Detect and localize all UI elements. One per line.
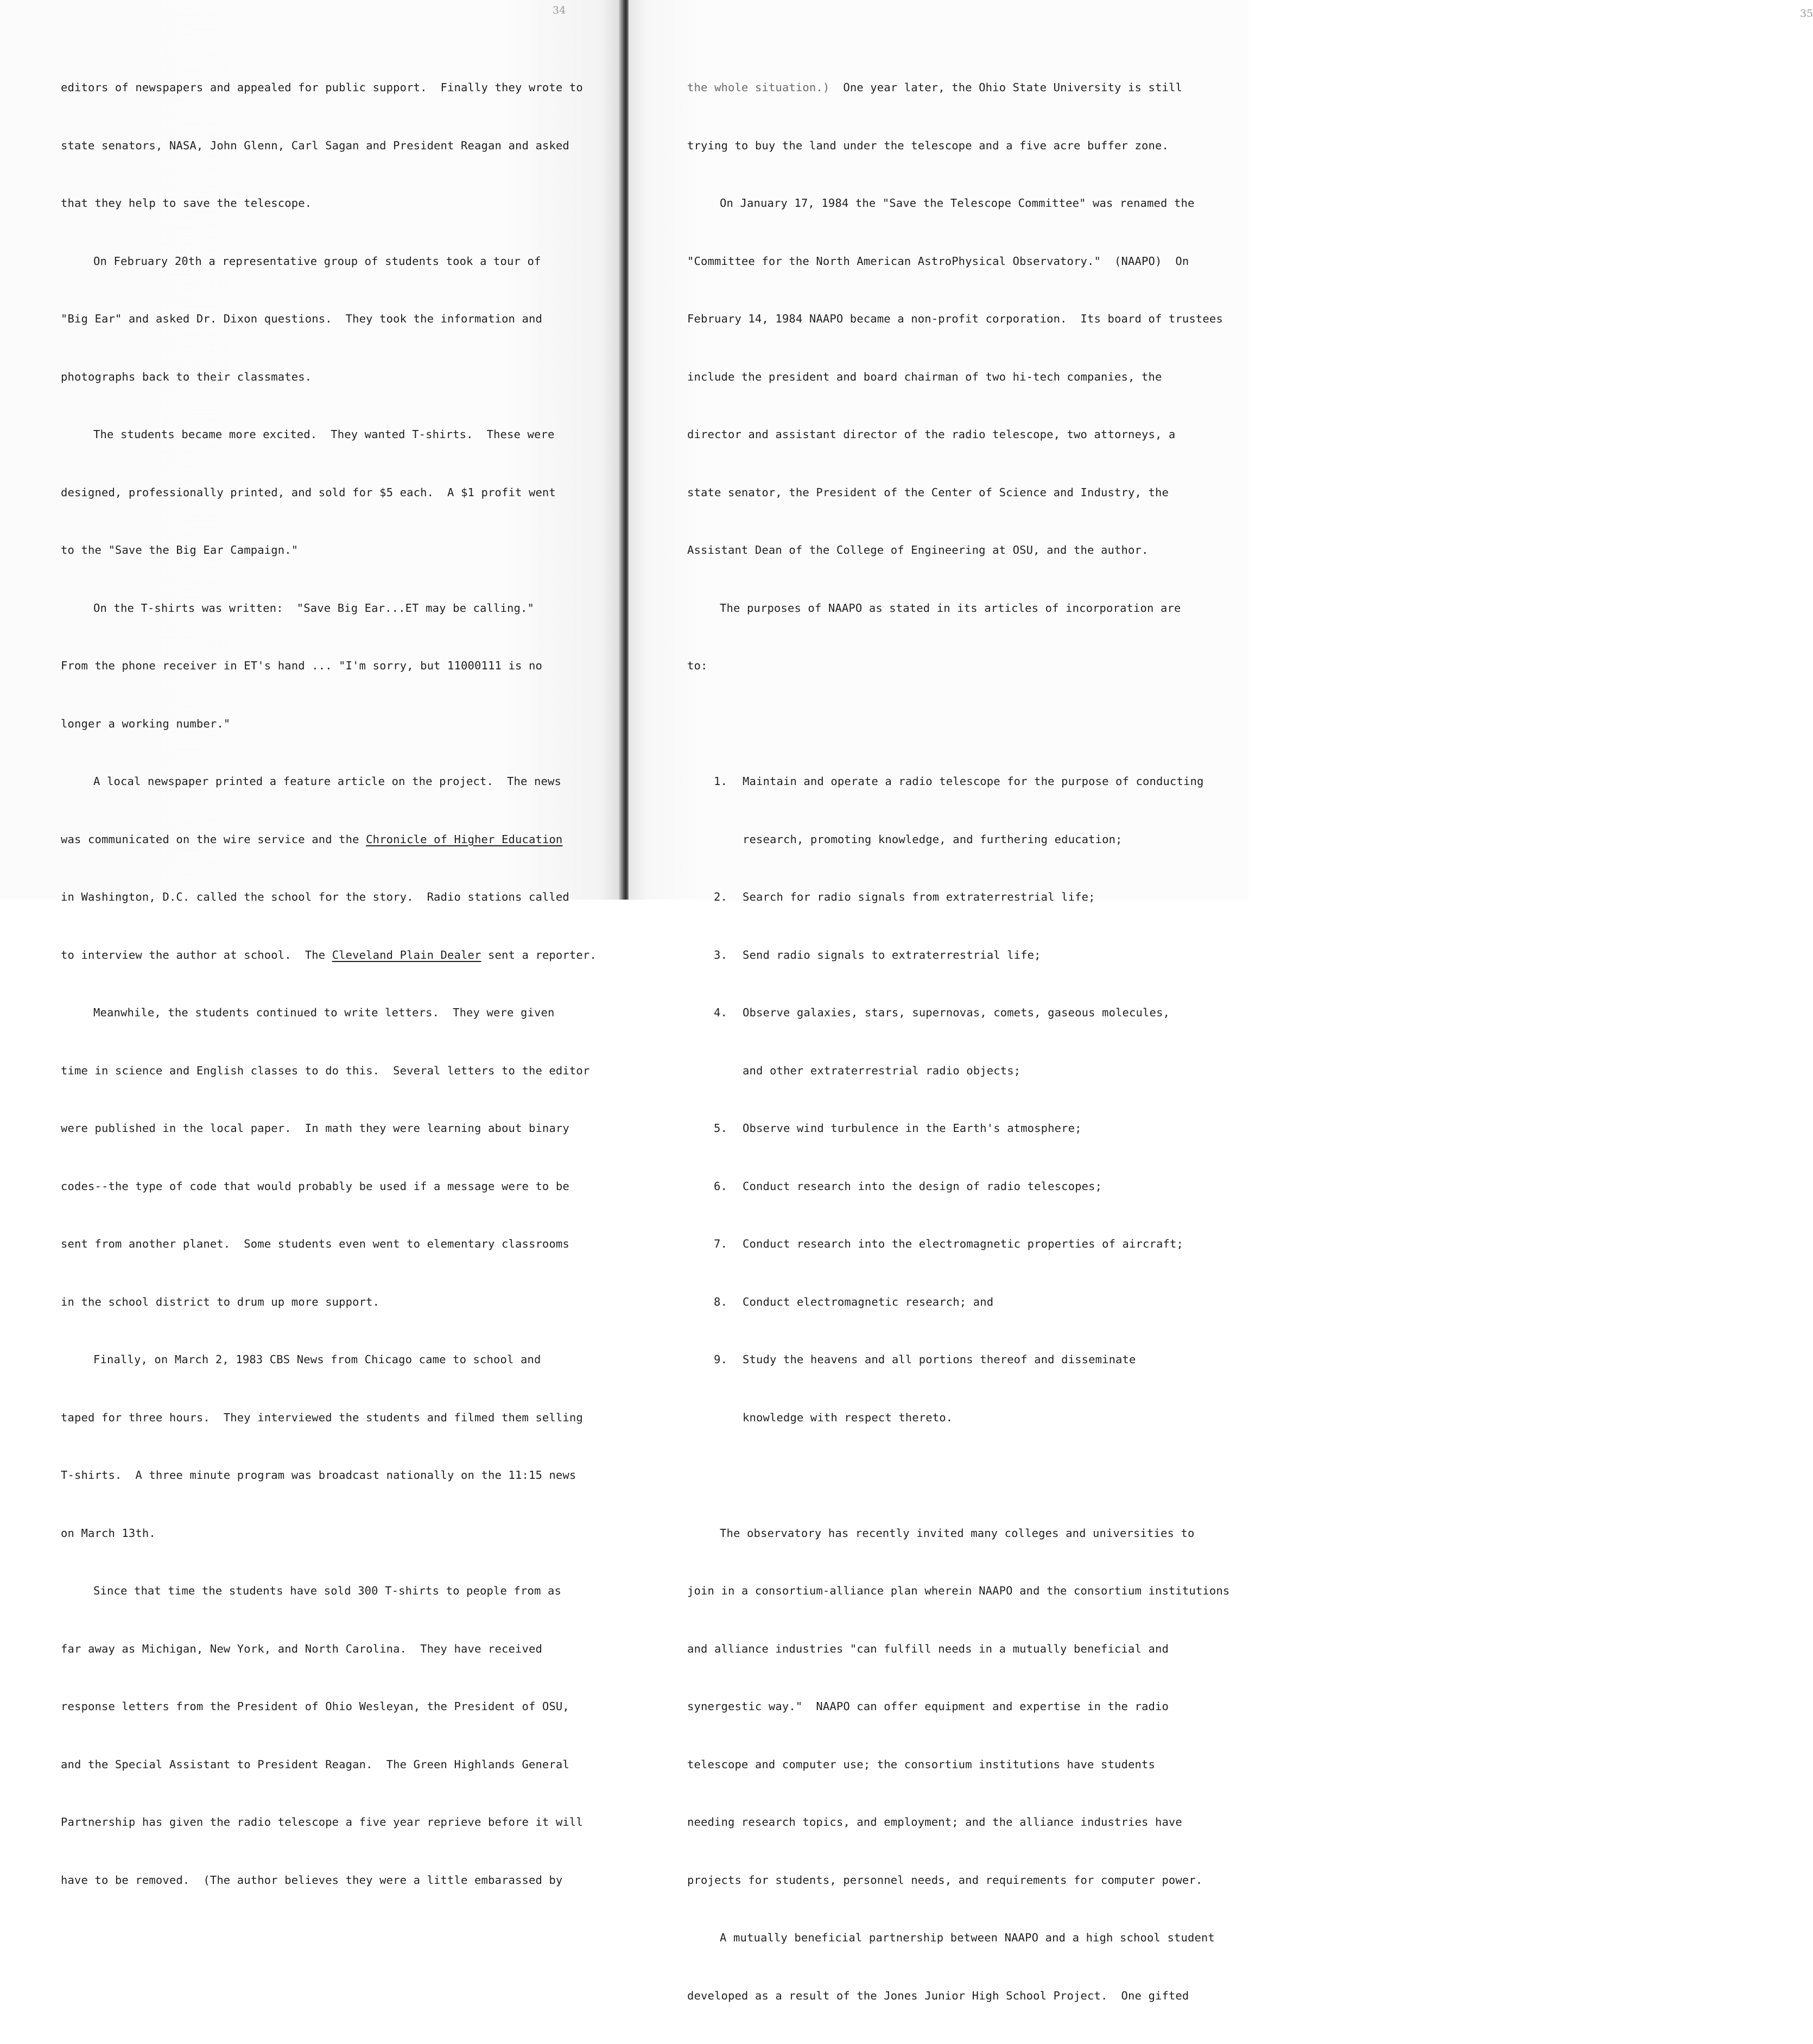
text-line: sent from another planet. Some students even went to elementary classrooms [61, 1237, 569, 1250]
purposes-list [687, 733, 1229, 1466]
text-line: projects for students, personnel needs, and requirements for computer power. [687, 1873, 1203, 1887]
text-line: to: [687, 659, 708, 672]
text-line: director and assistant director of the radio telescope, two attorneys, a [687, 428, 1176, 441]
list-text: Observe galaxies, stars, supernovas, comets, gaseous molecules, [743, 1006, 1170, 1019]
list-text: and other extraterrestrial radio objects; [743, 1064, 1021, 1077]
list-number: 8. [714, 1295, 727, 1308]
text-line: Assistant Dean of the College of Engineering at OSU, and the author. [687, 543, 1149, 556]
publication-title: Chronicle of Higher Education [366, 832, 563, 846]
text-line: and the Special Assistant to President Reagan. The Green Highlands General [61, 1757, 569, 1771]
text-line: The students became more excited. They wanted T-shirts. These were [93, 428, 555, 441]
list-text: Conduct research into the electromagnetic properties of aircraft; [743, 1237, 1183, 1250]
text-line: response letters from the President of Ohio Wesleyan, the President of OSU, [61, 1700, 569, 1713]
list-number: 3. [714, 948, 727, 961]
text-line: "Committee for the North American AstroPhysical Observatory." (NAAPO) On [687, 254, 1189, 268]
list-item [687, 1350, 1229, 1370]
text-line: time in science and English classes to do this. Several letters to the editor [61, 1064, 590, 1077]
text-line: Meanwhile, the students continued to write letters. They were given [93, 1006, 555, 1019]
text-line: On January 17, 1984 the "Save the Telescope Committee" was renamed the [720, 197, 1195, 210]
text-line: join in a consortium-alliance plan wherein NAAPO and the consortium institutions [687, 1584, 1230, 1597]
text-line: that they help to save the telescope. [61, 197, 312, 210]
text-line: and alliance industries "can fulfill needs in a mutually beneficial and [687, 1642, 1169, 1655]
text-line: On the T-shirts was written: "Save Big Ear...ET may be calling." [93, 601, 534, 615]
text-line: far away as Michigan, New York, and North Carolina. They have received [61, 1642, 542, 1655]
publication-title: Cleveland Plain Dealer [332, 948, 481, 961]
text-line: Partnership has given the radio telescope a five year reprieve before it will [61, 1815, 583, 1828]
text-segment: to interview the author at school. The [61, 948, 332, 961]
text-line: T-shirts. A three minute program was broadcast nationally on the 11:15 news [61, 1469, 576, 1482]
text-line: to the "Save the Big Ear Campaign." [61, 543, 299, 556]
text-segment: sent a reporter. [481, 948, 597, 961]
list-text: Study the heavens and all portions thereof and disseminate [743, 1353, 1136, 1366]
list-text: research, promoting knowledge, and furthering education; [743, 832, 1123, 846]
list-item [687, 946, 1229, 965]
list-number: 1. [714, 775, 727, 788]
left-page-body [61, 40, 597, 1928]
left-page [0, 0, 625, 1887]
text-line: state senator, the President of the Center of Science and Industry, the [687, 485, 1169, 499]
text-line: The observatory has recently invited many colleges and universities to [720, 1526, 1195, 1540]
text-line: taped for three hours. They interviewed the students and filmed them selling [61, 1410, 583, 1424]
list-number: 5. [714, 1122, 727, 1135]
text-line: From the phone receiver in ET's hand ... "I'm sorry, but 11000111 is no [61, 659, 542, 672]
text-line: Since that time the students have sold 300 T-shirts to people from as [93, 1584, 561, 1597]
text-line: designed, professionally printed, and sold for $5 each. A $1 profit went [61, 485, 556, 499]
list-text: Maintain and operate a radio telescope for the purpose of conducting [743, 775, 1204, 788]
list-text: Observe wind turbulence in the Earth's atmosphere; [743, 1122, 1082, 1135]
text-line: editors of newspapers and appealed for public support. Finally they wrote to [61, 81, 583, 94]
list-item [687, 772, 1229, 792]
list-text: Conduct research into the design of radio telescopes; [743, 1179, 1102, 1193]
text-line: needing research topics, and employment; and the alliance industries have [687, 1815, 1182, 1828]
list-text: Send radio signals to extraterrestrial life; [743, 948, 1041, 961]
page-number: 35 [1800, 8, 1813, 20]
list-text: Search for radio signals from extraterrestrial life; [743, 890, 1095, 903]
text-line [687, 78, 1229, 98]
right-page-body [687, 40, 1229, 2044]
text-line: February 14, 1984 NAAPO became a non-profit corporation. Its board of trustees [687, 312, 1223, 325]
list-item [687, 1235, 1229, 1254]
text-line: have to be removed. (The author believes they were a little embarassed by [61, 1873, 563, 1887]
text-line: telescope and computer use; the consortium institutions have students [687, 1757, 1155, 1771]
text-line: trying to buy the land under the telescope and a five acre buffer zone. [687, 138, 1169, 152]
list-number: 9. [714, 1353, 727, 1366]
list-text: Conduct electromagnetic research; and [743, 1295, 994, 1308]
list-number: 2. [714, 890, 727, 903]
list-number: 4. [714, 1006, 727, 1019]
text-line: photographs back to their classmates. [61, 370, 312, 383]
text-line: on March 13th. [61, 1526, 156, 1540]
text-line: codes--the type of code that would probably be used if a message were to be [61, 1179, 569, 1193]
list-item [687, 1119, 1229, 1138]
text-segment: was communicated on the wire service and the [61, 832, 366, 846]
text-line: in Washington, D.C. called the school for the story. Radio stations called [61, 890, 569, 903]
text-line: The purposes of NAAPO as stated in its articles of incorporation are [720, 601, 1181, 615]
list-item [687, 1177, 1229, 1197]
list-number: 6. [714, 1179, 727, 1193]
text-line: state senators, NASA, John Glenn, Carl Sagan and President Reagan and asked [61, 138, 569, 152]
text-line: developed as a result of the Jones Junior High School Project. One gifted [687, 1989, 1189, 2002]
list-item [687, 1003, 1229, 1023]
text-segment: One year later, the Ohio State University is still [829, 81, 1182, 94]
text-line: A mutually beneficial partnership between NAAPO and a high school student [720, 1931, 1215, 1944]
text-segment: the whole situation.) [687, 81, 830, 94]
text-line: include the president and board chairman of two hi-tech companies, the [687, 370, 1162, 383]
text-line: Finally, on March 2, 1983 CBS News from Chicago came to school and [93, 1353, 541, 1366]
text-line: "Big Ear" and asked Dr. Dixon questions. They took the information and [61, 312, 542, 325]
list-number: 7. [714, 1237, 727, 1250]
text-line [61, 946, 597, 965]
text-line: were published in the local paper. In math they were learning about binary [61, 1122, 569, 1135]
list-item [687, 1293, 1229, 1312]
text-line [61, 830, 597, 850]
list-text: knowledge with respect thereto. [743, 1410, 953, 1424]
list-item [687, 888, 1229, 907]
text-line: On February 20th a representative group of students took a tour of [93, 254, 541, 268]
text-line: longer a working number." [61, 717, 231, 730]
text-line: synergestic way." NAAPO can offer equipment and expertise in the radio [687, 1700, 1169, 1713]
text-line: in the school district to drum up more support. [61, 1295, 380, 1308]
page-number: 34 [553, 4, 566, 16]
text-line: A local newspaper printed a feature article on the project. The news [93, 775, 561, 788]
